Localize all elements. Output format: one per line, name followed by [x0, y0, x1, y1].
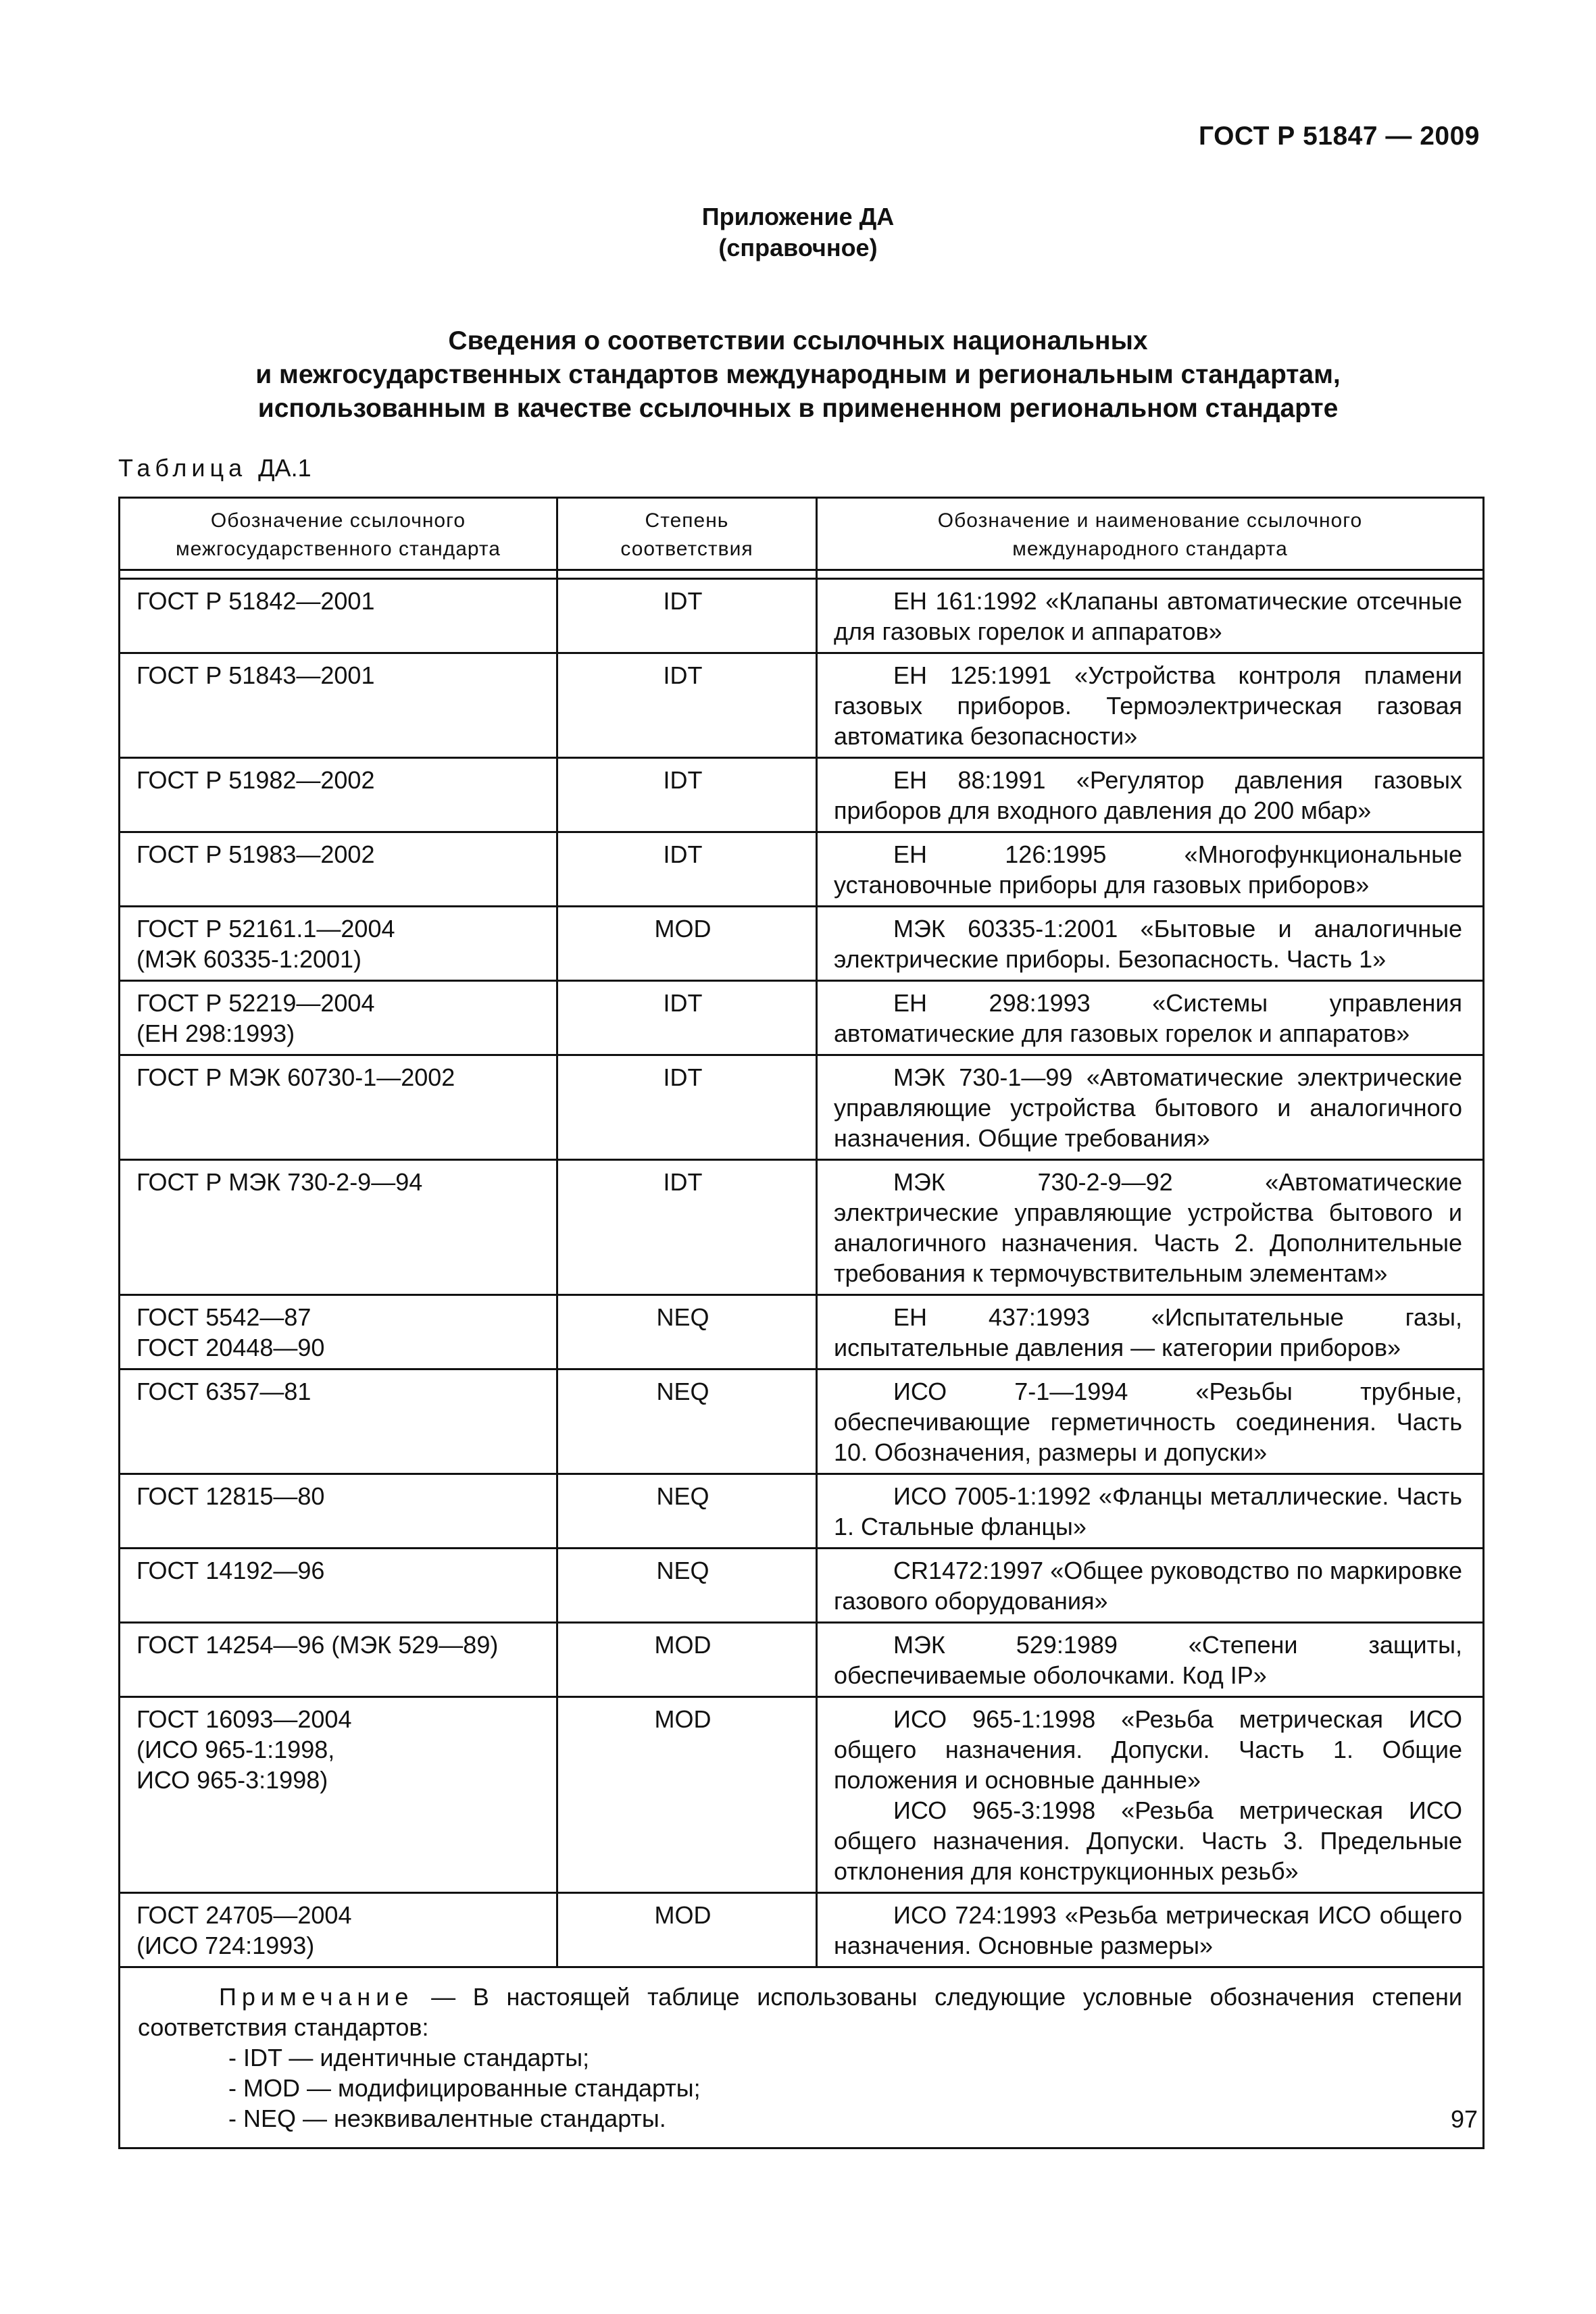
title-line: Сведения о соответствии ссылочных национальных: [448, 326, 1148, 355]
cell-national-standard: [120, 1369, 557, 1474]
table-caption-label: Таблица: [118, 454, 247, 482]
table-row: [120, 1160, 1484, 1295]
reference-description: ИСО 965-1:1998 «Резьба метрическая ИСО общего назначения. Допуски. Часть 1. Общие положения и основные данные»: [834, 1705, 1462, 1794]
standard-designation: ГОСТ Р МЭК 60730-1—2002: [136, 1063, 455, 1091]
table-row: [120, 653, 1484, 758]
standards-table: [118, 497, 1485, 2149]
cell-degree: NEQ: [557, 1369, 817, 1474]
table-row: [120, 758, 1484, 832]
cell-national-standard: [120, 1160, 557, 1295]
cell-international-standard: [817, 981, 1484, 1055]
standard-designation: (ЕН 298:1993): [136, 1020, 295, 1047]
reference-description: ИСО 724:1993 «Резьба метрическая ИСО общего назначения. Основные размеры»: [834, 1901, 1462, 1959]
standard-designation: ГОСТ 6357—81: [136, 1378, 311, 1405]
table-note-row: [120, 1967, 1484, 2148]
table-row: [120, 1369, 1484, 1474]
reference-description: ЕН 125:1991 «Устройства контроля пламени газовых приборов. Термоэлектрическая газовая автоматика безопасности»: [834, 661, 1462, 750]
reference-description: ИСО 7005-1:1992 «Фланцы металлические. Часть 1. Стальные фланцы»: [834, 1482, 1462, 1540]
standard-designation: ГОСТ Р 51982—2002: [136, 766, 375, 794]
reference-description: ИСО 7-1—1994 «Резьбы трубные, обеспечивающие герметичность соединения. Часть 10. Обозначения, размеры и допуски»: [834, 1378, 1462, 1466]
cell-international-standard: [817, 1369, 1484, 1474]
standard-designation: (ИСО 724:1993): [136, 1932, 315, 1959]
cell-national-standard: [120, 1697, 557, 1893]
standard-designation: ГОСТ Р 52161.1—2004: [136, 915, 395, 942]
note-item: - MOD — модифицированные стандарты;: [228, 2074, 701, 2102]
cell-international-standard: [817, 1160, 1484, 1295]
header-line: Обозначение ссылочного: [210, 509, 466, 532]
header-line: Обозначение и наименование ссылочного: [937, 509, 1363, 532]
table-row: [120, 1055, 1484, 1160]
table-row: [120, 1893, 1484, 1967]
table-row: [120, 1474, 1484, 1549]
standard-designation: ГОСТ Р МЭК 730-2-9—94: [136, 1168, 423, 1196]
title-line: использованным в качестве ссылочных в примененном региональном стандарте: [257, 394, 1339, 423]
cell-international-standard: [817, 1474, 1484, 1549]
document-standard-id: ГОСТ Р 51847 — 2009: [1198, 122, 1480, 151]
header-line: международного стандарта: [1012, 538, 1288, 560]
standard-designation: ГОСТ Р 51842—2001: [136, 587, 375, 615]
cell-national-standard: [120, 907, 557, 981]
reference-description: ЕН 88:1991 «Регулятор давления газовых приборов для входного давления до 200 мбар»: [834, 766, 1462, 824]
cell-international-standard: [817, 1697, 1484, 1893]
cell-national-standard: [120, 1295, 557, 1369]
note-label: Примечание: [219, 1983, 414, 2011]
standard-designation: ГОСТ 20448—90: [136, 1334, 325, 1361]
cell-national-standard: [120, 653, 557, 758]
cell-national-standard: [120, 981, 557, 1055]
table-row: [120, 981, 1484, 1055]
cell-international-standard: [817, 1055, 1484, 1160]
header-separator: [120, 570, 1484, 579]
cell-national-standard: [120, 758, 557, 832]
cell-national-standard: [120, 1055, 557, 1160]
cell-international-standard: [817, 1893, 1484, 1967]
cell-degree: NEQ: [557, 1295, 817, 1369]
cell-national-standard: [120, 579, 557, 653]
cell-international-standard: [817, 653, 1484, 758]
standard-designation: ГОСТ 14192—96: [136, 1557, 325, 1584]
annex-heading: [0, 201, 1596, 263]
standard-designation: ИСО 965-3:1998): [136, 1766, 328, 1794]
standard-designation: (МЭК 60335-1:2001): [136, 945, 362, 973]
reference-description: ЕН 437:1993 «Испытательные газы, испытательные давления — категории приборов»: [834, 1303, 1462, 1361]
cell-international-standard: [817, 1295, 1484, 1369]
standard-designation: ГОСТ 24705—2004: [136, 1901, 352, 1929]
table-row: [120, 1697, 1484, 1893]
table-row: [120, 1295, 1484, 1369]
reference-description: МЭК 529:1989 «Степени защиты, обеспечиваемые оболочками. Код IP»: [834, 1631, 1462, 1689]
cell-degree: IDT: [557, 653, 817, 758]
document-title: [0, 324, 1596, 426]
table-caption-number: ДА.1: [258, 454, 311, 482]
cell-international-standard: [817, 832, 1484, 907]
cell-degree: NEQ: [557, 1549, 817, 1623]
header-line: межгосударственного стандарта: [176, 538, 501, 560]
annex-kind: (справочное): [718, 234, 878, 261]
table-body: [120, 579, 1484, 1967]
header-international-standard: [817, 498, 1484, 570]
standard-designation: ГОСТ 5542—87: [136, 1303, 311, 1331]
reference-description: МЭК 60335-1:2001 «Бытовые и аналогичные электрические приборы. Безопасность. Часть 1»: [834, 915, 1462, 973]
reference-description: CR1472:1997 «Общее руководство по маркировке газового оборудования»: [834, 1557, 1462, 1615]
annex-title: Приложение ДА: [701, 203, 895, 230]
cell-national-standard: [120, 832, 557, 907]
cell-national-standard: [120, 1623, 557, 1697]
cell-international-standard: [817, 1623, 1484, 1697]
standard-designation: ГОСТ Р 52219—2004: [136, 989, 375, 1017]
reference-description: МЭК 730-2-9—92 «Автоматические электрические управляющие устройства бытового и аналогичного назначения. Часть 2. Дополнительные требования к термочувствительным элементам»: [834, 1168, 1462, 1287]
standards-table-container: [118, 497, 1482, 2149]
table-row: [120, 907, 1484, 981]
reference-description: МЭК 730-1—99 «Автоматические электрические управляющие устройства бытового и аналогичного назначения. Общие требования»: [834, 1063, 1462, 1152]
header-line: Степень: [645, 509, 729, 532]
standard-designation: ГОСТ 16093—2004: [136, 1705, 352, 1733]
standard-designation: ГОСТ Р 51983—2002: [136, 840, 375, 868]
reference-description: ЕН 126:1995 «Многофункциональные установочные приборы для газовых приборов»: [834, 840, 1462, 899]
table-header-row: [120, 498, 1484, 570]
cell-degree: IDT: [557, 1160, 817, 1295]
note-item: - IDT — идентичные стандарты;: [228, 2044, 590, 2071]
cell-degree: IDT: [557, 758, 817, 832]
cell-degree: MOD: [557, 1893, 817, 1967]
cell-degree: IDT: [557, 1055, 817, 1160]
cell-international-standard: [817, 907, 1484, 981]
cell-international-standard: [817, 579, 1484, 653]
cell-national-standard: [120, 1474, 557, 1549]
header-line: соответствия: [620, 538, 753, 560]
cell-degree: IDT: [557, 981, 817, 1055]
cell-degree: IDT: [557, 579, 817, 653]
header-national-standard: [120, 498, 557, 570]
note-text: — В настоящей таблице использованы следующие условные обозначения степени соответствия стандартов:: [138, 1983, 1462, 2041]
table-row: [120, 1623, 1484, 1697]
page-number: 97: [1450, 2105, 1478, 2133]
cell-degree: NEQ: [557, 1474, 817, 1549]
table-caption: [118, 454, 311, 482]
cell-national-standard: [120, 1893, 557, 1967]
note-lead: [138, 1982, 1462, 2042]
table-row: [120, 579, 1484, 653]
reference-description: ИСО 965-3:1998 «Резьба метрическая ИСО общего назначения. Допуски. Часть 3. Предельные отклонения для конструкционных резьб»: [834, 1796, 1462, 1885]
standard-designation: ГОСТ 12815—80: [136, 1482, 325, 1510]
reference-description: ЕН 161:1992 «Клапаны автоматические отсечные для газовых горелок и аппаратов»: [834, 587, 1462, 645]
table-row: [120, 1549, 1484, 1623]
cell-national-standard: [120, 1549, 557, 1623]
cell-international-standard: [817, 1549, 1484, 1623]
table-note: [120, 1967, 1484, 2148]
standard-designation: ГОСТ 14254—96 (МЭК 529—89): [136, 1631, 499, 1659]
cell-degree: MOD: [557, 1697, 817, 1893]
title-line: и межгосударственных стандартов международным и региональным стандартам,: [255, 360, 1341, 389]
cell-degree: MOD: [557, 1623, 817, 1697]
table-row: [120, 832, 1484, 907]
standard-designation: ГОСТ Р 51843—2001: [136, 661, 375, 689]
header-degree: [557, 498, 817, 570]
standard-designation: (ИСО 965-1:1998,: [136, 1736, 335, 1763]
cell-international-standard: [817, 758, 1484, 832]
cell-degree: MOD: [557, 907, 817, 981]
reference-description: ЕН 298:1993 «Системы управления автоматические для газовых горелок и аппаратов»: [834, 989, 1462, 1047]
cell-degree: IDT: [557, 832, 817, 907]
note-item: - NEQ — неэквивалентные стандарты.: [228, 2105, 666, 2132]
